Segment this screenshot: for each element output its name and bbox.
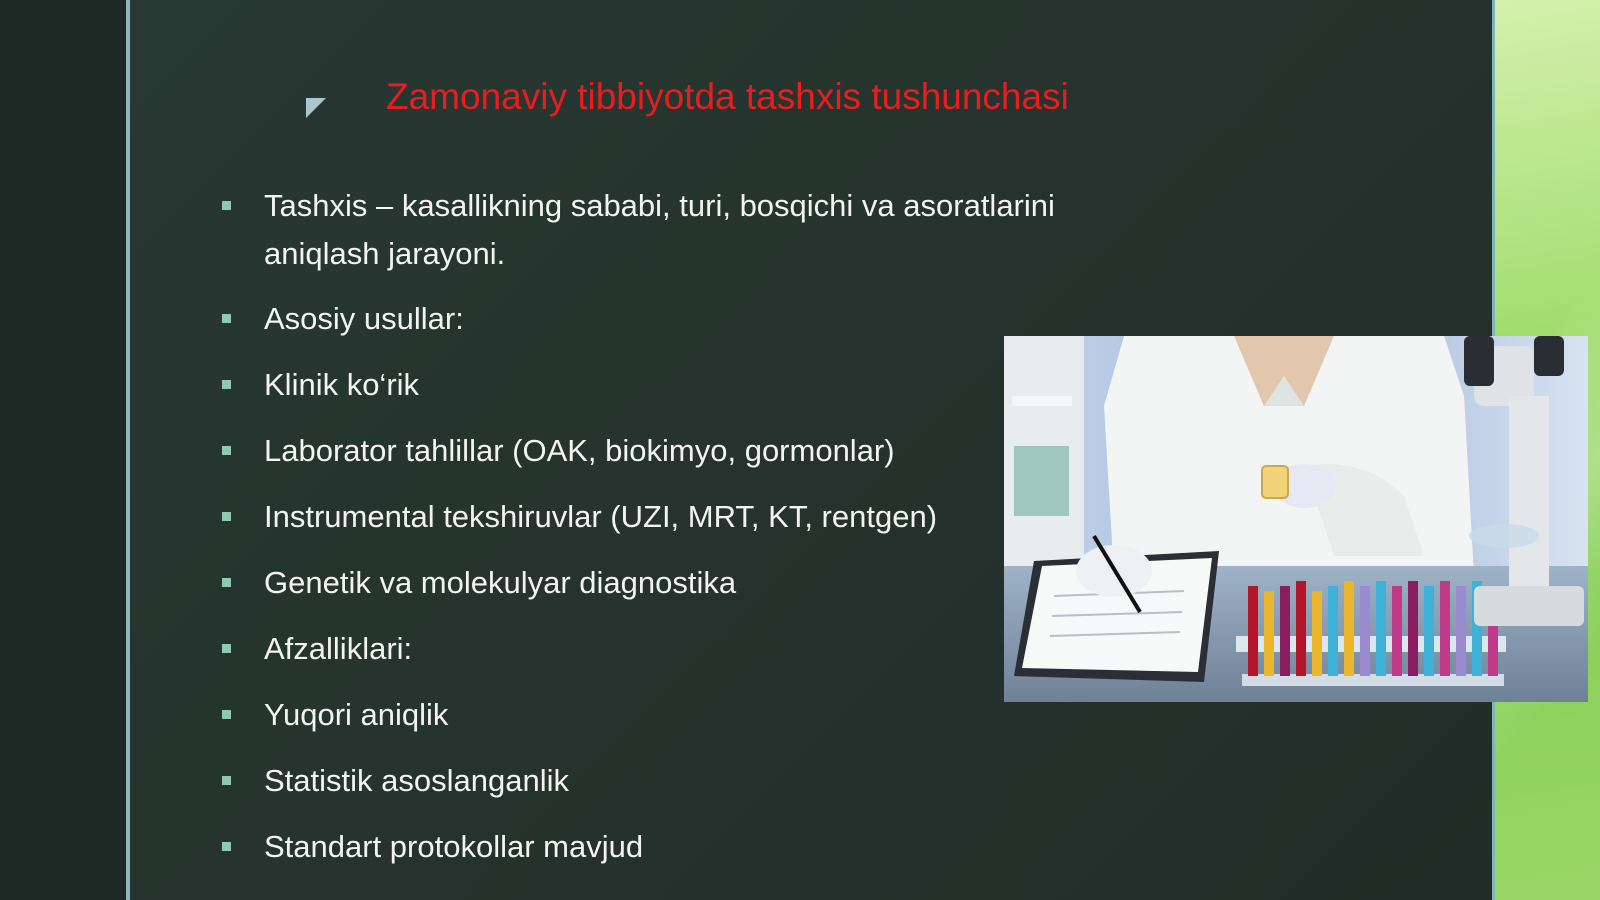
bullet-square-icon	[222, 710, 231, 719]
bullet-item	[218, 295, 1138, 343]
bullet-square-icon	[222, 446, 231, 455]
bullet-text: Standart protokollar mavjud	[264, 829, 644, 864]
bullet-list	[218, 182, 1138, 889]
bullet-item	[218, 427, 1138, 475]
bullet-text: Instrumental tekshiruvlar (UZI, MRT, KT, rentgen)	[264, 499, 938, 534]
laboratory-photo	[1004, 336, 1588, 702]
bullet-item	[218, 625, 1138, 673]
corner-triangle-icon	[304, 96, 328, 120]
bullet-item	[218, 182, 1138, 278]
left-margin-band	[0, 0, 128, 900]
bullet-item	[218, 361, 1138, 409]
bullet-text: Genetik va molekulyar diagnostika	[264, 565, 737, 600]
bullet-square-icon	[222, 201, 231, 210]
bullet-text: Asosiy usullar:	[264, 301, 464, 336]
bullet-item	[218, 757, 1138, 805]
lab-technician-with-test-tubes-icon	[1004, 336, 1588, 702]
bullet-item	[218, 559, 1138, 607]
bullet-square-icon	[222, 644, 231, 653]
bullet-square-icon	[222, 380, 231, 389]
bullet-text: Laborator tahlillar (OAK, biokimyo, gormonlar)	[264, 433, 895, 468]
bullet-text: Yuqori aniqlik	[264, 697, 449, 732]
bullet-square-icon	[222, 314, 231, 323]
bullet-square-icon	[222, 512, 231, 521]
bullet-square-icon	[222, 842, 231, 851]
bullet-text: Tashxis – kasallikning sababi, turi, bosqichi va asoratlarini aniqlash jarayoni.	[264, 188, 1055, 271]
bullet-item	[218, 493, 1138, 541]
slide-title: Zamonaviy tibbiyotda tashxis tushunchasi	[386, 76, 1069, 117]
bullet-text: Klinik ko‘rik	[264, 367, 420, 402]
bullet-square-icon	[222, 578, 231, 587]
bullet-square-icon	[222, 776, 231, 785]
bullet-item	[218, 823, 1138, 871]
bullet-text: Statistik asoslanganlik	[264, 763, 569, 798]
bullet-text: Afzalliklari:	[264, 631, 413, 666]
bullet-item	[218, 691, 1138, 739]
